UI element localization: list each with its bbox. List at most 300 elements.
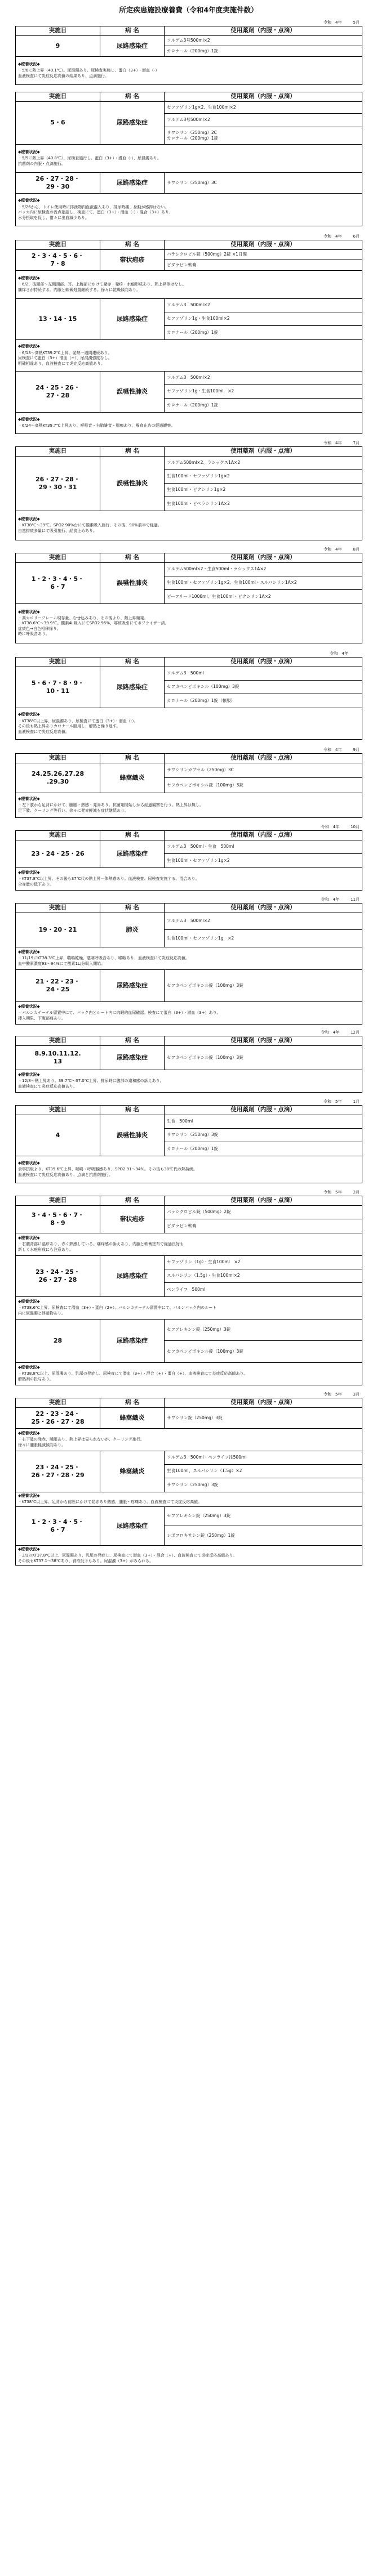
notes-label: ◆療養状況◆ (18, 1299, 40, 1304)
note-row (16, 511, 362, 540)
table-row (16, 371, 362, 412)
medication-item: セフアレキシン錠（250mg）3錠 (165, 1320, 362, 1341)
month-label: 8月 (353, 547, 360, 552)
treatment-date: 24.25.26.27.28 .29.30 (16, 763, 100, 793)
header-date: 実施日 (16, 903, 100, 913)
page-title: 所定疾患施設療養費（令和4年度実施件数） (119, 6, 258, 14)
medications-cell (165, 298, 362, 339)
note-line: その後も熱上昇ありカロナール服用し、解熱と繰り返す。 (18, 724, 121, 729)
notes-label: ◆療養状況◆ (18, 1004, 40, 1009)
year-label: 令和 4年 (330, 651, 348, 656)
medication-item: ペンライフ 500ml (167, 1286, 206, 1292)
header-disease: 病 名 (100, 753, 165, 763)
medication-item: サワシリン（250mg）3錠 (165, 1129, 362, 1142)
treatment-notes (16, 1156, 362, 1183)
medication-item: カロナール（200mg）1錠 (167, 48, 219, 53)
medication-item: 生食100ml・ピペラシリン1A×2 (167, 500, 230, 506)
record-block (15, 233, 362, 434)
medication-item: 生食100ml・セファゾリン1g×2 (167, 857, 230, 863)
note-line: 食事摂取より、KT39.6℃上昇、喘鳴・呼吸器感あり、SPO2 91〜94%。その後も38℃代の熱持続。 (18, 1167, 197, 1172)
note-line: 解熱剤の投与あり。 (18, 1376, 54, 1381)
disease-name: 誤嚥性肺炎 (100, 371, 165, 412)
table-row (16, 763, 362, 793)
treatment-notes (16, 1001, 362, 1024)
record-block (15, 1098, 362, 1183)
year-label: 令和 4年 (323, 234, 342, 239)
disease-name: 帯状疱疹 (100, 1205, 165, 1233)
header-disease: 病 名 (100, 830, 165, 840)
header-medications: 使用薬剤（内服・点滴） (165, 553, 362, 562)
table-row (16, 562, 362, 603)
treatment-notes (16, 1428, 362, 1451)
header-disease: 病 名 (100, 92, 165, 101)
note-line: ・右腰背部に湿疹あり、赤く熱感している。痛痒感の訴えあり、内服と軟膏塗布で経過良好も (18, 1242, 184, 1247)
year-month-label (15, 19, 362, 26)
note-line: ・6/2、後頭部〜左側頭部、耳、上腕部にかけて発赤・発疹・水疱形成あり、熱上昇等はなし。 (18, 282, 187, 287)
treatment-table (15, 553, 362, 643)
table-row (16, 101, 362, 144)
note-line: 尿検査にて蛋白（3+）潜血（+）、尿混濁強度なし。 (18, 356, 112, 361)
note-row (16, 1362, 362, 1385)
month-label: 7月 (353, 440, 360, 445)
medications-cell (165, 1319, 362, 1362)
table-row (16, 1255, 362, 1296)
note-line: 明確相違あり、血液検査にて炎症反応高値あり。 (18, 361, 105, 366)
note-line: ・12/8〜熱上昇あり。39.7℃〜37.0℃上昇。排尿時に腹部の違和感の訴えあり。 (18, 1079, 164, 1084)
note-line: バッカ内に尿検査の汚点確認し、検査にて、蛋白（3+）・潜血（-）・混合（3+）あり、 (18, 210, 174, 215)
table-header-row (16, 1036, 362, 1045)
table-header-row (16, 92, 362, 101)
header-medications: 使用薬剤（内服・点滴） (165, 830, 362, 840)
table-header-row (16, 753, 362, 763)
record-block (15, 85, 362, 226)
year-month-label (15, 85, 362, 92)
disease-name: 尿路感染症 (100, 667, 165, 708)
disease-name: 蜂窩織炎 (100, 763, 165, 793)
header-disease: 病 名 (100, 657, 165, 667)
table-header-row (16, 26, 362, 35)
header-medications: 使用薬剤（内服・点滴） (165, 753, 362, 763)
year-month-label (15, 233, 362, 240)
note-line: ・KT38℃〜39℃。SPO2 90%台にて酸素吸入施行、その後、90%前半で経過。 (18, 523, 162, 528)
note-row (16, 793, 362, 817)
header-disease: 病 名 (100, 26, 165, 35)
table-row (16, 667, 362, 708)
note-line: その後もKT37.1〜38℃あり、食欲低下もあり。尿混濁（3+）がみられる。 (18, 1558, 153, 1563)
record-block (15, 1029, 362, 1093)
record-block (15, 1189, 362, 1385)
treatment-notes (16, 511, 362, 540)
disease-name: 蜂窩織炎 (100, 1407, 165, 1428)
notes-label: ◆療養状況◆ (18, 344, 40, 349)
medication-item: カロナール（200mg）1錠 (167, 329, 219, 335)
notes-label: ◆療養状況◆ (18, 1546, 40, 1551)
note-row (16, 412, 362, 433)
header-date: 実施日 (16, 657, 100, 667)
note-row (16, 193, 362, 226)
header-medications: 使用薬剤（内服・点滴） (165, 1196, 362, 1205)
note-row (16, 270, 362, 298)
header-date: 実施日 (16, 1196, 100, 1205)
record-block (15, 440, 362, 540)
notes-label: ◆療養状況◆ (18, 949, 40, 954)
medication-item: カロナール（200mg）1錠 (167, 402, 219, 408)
note-row (16, 708, 362, 739)
table-row (16, 969, 362, 1001)
header-disease: 病 名 (100, 1105, 165, 1115)
note-line: ・KT38℃以上昇、尿混濁あり、尿検査にて蛋白（3+）・潜血（-）。 (18, 718, 138, 723)
treatment-notes (16, 144, 362, 172)
note-line: ・バルンカテーテル留置中にて、バック内とルート内に肉眼的血尿確認。検査にて蛋白（3+）・潜血（3+）あり。 (18, 1010, 221, 1016)
treatment-notes (16, 1070, 362, 1092)
disease-name: 誤嚥性肺炎 (100, 1115, 165, 1156)
note-row (16, 1428, 362, 1451)
header-disease: 病 名 (100, 240, 165, 249)
header-date: 実施日 (16, 1398, 100, 1407)
note-line: ・KT38.6℃〜39.9℃。酸素4L吸入にてSPO2 95%、喀痰吸引にてボフライザー済。 (18, 621, 169, 626)
table-header-row (16, 1398, 362, 1407)
month-label: 1月 (353, 1099, 360, 1104)
medication-item: セフカペンピボキシル錠（100mg）3錠 (167, 782, 243, 788)
treatment-date: 3・4・5・6・7・ 8・9 (16, 1205, 100, 1233)
header-date: 実施日 (16, 92, 100, 101)
treatment-table (15, 26, 362, 85)
note-line: ・5/5に熱上昇（40.8℃）、尿検査施行し、蛋白（3+）・潜血（-）、尿混濁あり。 (18, 156, 162, 161)
medication-item: ソルデム3 500ml×2 (165, 913, 362, 930)
medication-item: ソルデム3 500ml・ペンライフ注500ml (165, 1451, 362, 1465)
note-line: ・6/13〜高熱KT39.2℃上昇、発熱一週間連続あり。 (18, 350, 112, 355)
medication-item: ソルデム3 500ml×2 (165, 372, 362, 385)
medication-item: ソルデム3号500ml×2 (165, 36, 362, 46)
note-row (16, 1296, 362, 1319)
note-line: ・5/26から、トイレ使用時に排泄物内血液混入あり、排尿時痛、身動が感得はない。 (18, 204, 169, 209)
treatment-notes (16, 708, 362, 739)
medications-cell (165, 1205, 362, 1233)
treatment-notes (16, 1296, 362, 1319)
treatment-date: 28 (16, 1319, 100, 1362)
medication-item: カロナール（200mg）1錠（頓服） (167, 697, 236, 703)
medications-cell (165, 913, 362, 947)
treatment-table (15, 1036, 362, 1093)
year-month-label (15, 824, 362, 830)
medication-item: 生食 500ml (165, 1115, 362, 1129)
medication-item: バラシクロビル錠（500mg）2錠 (165, 1206, 362, 1219)
medication-item: ソルデム500ml×2・生食500ml・ラシックス1A×2 (165, 563, 362, 576)
note-line: ・KT38℃以上昇、足背から前脛にかけて発赤あり熱感、腫脹・疼痛あり。血液検査にて炎症反応高値。 (18, 1500, 202, 1505)
header-medications: 使用薬剤（内服・点滴） (165, 903, 362, 913)
note-row (16, 1233, 362, 1255)
note-row (16, 867, 362, 890)
treatment-notes (16, 56, 362, 84)
header-date: 実施日 (16, 1105, 100, 1115)
notes-label: ◆療養状況◆ (18, 1160, 40, 1165)
disease-name: 尿路感染症 (100, 101, 165, 144)
medication-item: サワシリン錠（250mg）3錠 (167, 1415, 223, 1420)
header-medications: 使用薬剤（内服・点滴） (165, 657, 362, 667)
note-row (16, 1070, 362, 1092)
treatment-notes (16, 1233, 362, 1255)
header-medications: 使用薬剤（内服・点滴） (165, 446, 362, 456)
notes-label: ◆療養状況◆ (18, 198, 40, 203)
medications-cell (165, 840, 362, 867)
year-month-label (15, 650, 362, 657)
treatment-notes (16, 270, 362, 298)
treatment-table (15, 240, 362, 434)
medication-item: スルバシリン（1.5g）・生食100ml×2 (165, 1269, 362, 1283)
treatment-notes (16, 193, 362, 226)
medication-item: セフカペンピボキシル錠（100mg）3錠 (167, 982, 243, 988)
disease-name: 尿路感染症 (100, 1506, 165, 1545)
note-line: 徐々に腫脹軽減傾向あり。 (18, 1442, 65, 1447)
year-month-label (15, 1098, 362, 1105)
treatment-notes (16, 412, 362, 433)
treatment-date: 22・23・24・ 25・26・27・28 (16, 1407, 100, 1428)
header-date: 実施日 (16, 830, 100, 840)
medications-cell (165, 249, 362, 270)
disease-name: 尿路感染症 (100, 172, 165, 193)
year-month-label (15, 1189, 362, 1196)
table-row (16, 1205, 362, 1233)
notes-label: ◆療養状況◆ (18, 1493, 40, 1498)
notes-label: ◆療養状況◆ (18, 275, 40, 280)
treatment-table (15, 753, 362, 818)
note-line: ・KT38.8℃以上、尿混濁あり、乳尿の発症し、尿検査にて潜血（3+）・混合（+）・蛋白（+）、血液検査にて炎症反応高値あり。 (18, 1371, 248, 1376)
treatment-notes (16, 339, 362, 371)
header-disease: 病 名 (100, 553, 165, 562)
note-line: 水分摂取を促し、惜々に出血減少あり。 (18, 215, 89, 220)
treatment-date: 23・24・25・26 (16, 840, 100, 867)
note-line: 挿入期限、下腹部痛あり。 (18, 1016, 65, 1021)
year-label: 令和 4年 (321, 824, 340, 829)
notes-label: ◆療養状況◆ (18, 417, 40, 422)
year-month-label (15, 896, 362, 903)
disease-name: 尿路感染症 (100, 969, 165, 1001)
treatment-date: 23・24・25・ 26・27・28 (16, 1255, 100, 1296)
note-line: 血中酸素濃度93〜94%にて酸素1L/分吸入開始。 (18, 961, 105, 966)
treatment-table (15, 1398, 362, 1566)
table-header-row (16, 1196, 362, 1205)
disease-name: 尿路感染症 (100, 1255, 165, 1296)
treatment-date: 1・2・3・4・5・ 6・7 (16, 1506, 100, 1545)
medications-cell (165, 456, 362, 511)
medications-cell (165, 1407, 362, 1428)
header-disease: 病 名 (100, 1196, 165, 1205)
medications-cell (165, 371, 362, 412)
note-line: 全身量の低下あり。 (18, 882, 54, 887)
treatment-table (15, 657, 362, 740)
treatment-table (15, 830, 362, 891)
note-line: 時に呼吸音あり。 (18, 632, 50, 637)
table-row (16, 1115, 362, 1156)
treatment-date: 5・6 (16, 101, 100, 144)
table-header-row (16, 446, 362, 456)
note-line: 新しく水疱形成にも注意あり。 (18, 1247, 73, 1252)
header-date: 実施日 (16, 1036, 100, 1045)
treatment-date: 13・14・15 (16, 298, 100, 339)
medication-item: ビダラビン軟膏 (167, 262, 197, 267)
year-label: 令和 4年 (323, 547, 342, 552)
medication-item: ソルデム3 500ml (165, 667, 362, 681)
medication-item: セフカペンピボキシル錠（100mg）3錠 (167, 1348, 243, 1354)
table-row (16, 913, 362, 947)
treatment-date: 24・25・26・ 27・28 (16, 371, 100, 412)
note-line: ・11/19にKT38.3℃上昇、喘鳴乾燥、悪寒呼吸音あり、喉咽あり、血液検査にて炎症反応高値。 (18, 956, 189, 961)
medication-item: セフカペンピボキシル（100mg）3錠 (165, 681, 362, 694)
year-month-label (15, 546, 362, 553)
table-header-row (16, 553, 362, 562)
medication-item: ビダラビン軟膏 (167, 1223, 197, 1228)
treatment-date: 5・6・7・8・9・ 10・11 (16, 667, 100, 708)
note-row (16, 56, 362, 84)
note-line: 症痰色→自色相移採り。 (18, 626, 61, 631)
treatment-notes (16, 947, 362, 969)
year-label: 令和 4年 (323, 20, 342, 25)
note-line: 足下肢、クーリング等行い、徐々に発赤軽減も症状継続あり。 (18, 808, 128, 813)
disease-name: 誤嚥性肺炎 (100, 456, 165, 511)
note-row (16, 603, 362, 643)
medications-cell (165, 763, 362, 793)
medication-item: カロナール（200mg）1錠 (167, 1146, 219, 1151)
medication-item: レボフロキサシン錠（250mg）1錠 (167, 1532, 235, 1538)
year-label: 令和 4年 (321, 1030, 340, 1035)
treatment-date: 2・3・4・5・6・ 7・8 (16, 249, 100, 270)
header-date: 実施日 (16, 26, 100, 35)
month-label: 12月 (351, 1030, 360, 1035)
header-medications: 使用薬剤（内服・点滴） (165, 1105, 362, 1115)
treatment-notes (16, 867, 362, 890)
note-line: ・6/24〜高熱KT39.7℃上昇あり、呼吸音・右肺雑音・喘鳴あり、喉食止めの経過観察。 (18, 423, 175, 428)
records-container (15, 19, 362, 1566)
header-date: 実施日 (16, 553, 100, 562)
medications-cell (165, 1506, 362, 1545)
notes-label: ◆療養状況◆ (18, 870, 40, 875)
treatment-date: 21・22・23・ 24・25 (16, 969, 100, 1001)
month-label: 3月 (353, 1392, 360, 1397)
treatment-table (15, 903, 362, 1025)
disease-name: 誤嚥性肺炎 (100, 562, 165, 603)
table-row (16, 840, 362, 867)
treatment-date: 9 (16, 35, 100, 56)
medication-item: セファゾリン（1g）・生食100ml ×2 (165, 1256, 362, 1269)
month-label: 11月 (351, 897, 360, 902)
medications-cell (165, 1115, 362, 1156)
note-line: ・5/6に熱上昇（40.1℃）。尿混濁あり、尿検査実施し、蛋白（3+）・潜血（-） (18, 68, 159, 73)
medication-item: サワシリン（250mg）3錠 (167, 1482, 219, 1487)
disease-name: 肺炎 (100, 913, 165, 947)
treatment-notes (16, 1492, 362, 1506)
year-month-label (15, 440, 362, 446)
note-line: ・3/1のKT37.8℃以上、尿混濁あり、乳尿の発症し、尿検査にて潜血（3+）・混合（+）、血液検査にて炎症反応高値あり。 (18, 1553, 237, 1558)
record-block (15, 746, 362, 818)
notes-label: ◆療養状況◆ (18, 149, 40, 154)
treatment-date: 4 (16, 1115, 100, 1156)
record-block (15, 19, 362, 85)
disease-name: 尿路感染症 (100, 35, 165, 56)
medication-item: セファゾリン1g・生食100ml×2 (165, 312, 362, 326)
medication-item: セファゾリン1g×2、生食100ml×2 (165, 102, 362, 114)
treatment-notes (16, 603, 362, 643)
header-date: 実施日 (16, 753, 100, 763)
medications-cell (165, 1045, 362, 1070)
header-disease: 病 名 (100, 1398, 165, 1407)
disease-name: 帯状疱疹 (100, 249, 165, 270)
treatment-date: 23・24・25・ 26・27・28・29 (16, 1451, 100, 1492)
note-line: 内に尿混濁と浮遊物あり。 (18, 1311, 65, 1316)
note-line: 痛痒さが持続する。内服と軟膏処置継続する。徐々に乾燥傾向あり。 (18, 287, 140, 292)
disease-name: 尿路感染症 (100, 840, 165, 867)
year-month-label (15, 1391, 362, 1398)
disease-name: 尿路感染症 (100, 298, 165, 339)
treatment-date: 1・2・3・4・5・ 6・7 (16, 562, 100, 603)
medication-item: ソルデム500ml×2、ラシックス1A×2 (165, 457, 362, 470)
note-line: ・左下肢から足背にかけて、腫脹・熱感・発赤あり。抗菌剤開始しから経過観察を行う。熱上昇は無し。 (18, 803, 203, 808)
medication-item: ビーフリード1000ml、生食100ml・ビクシリン1A×2 (167, 593, 271, 599)
header-disease: 病 名 (100, 446, 165, 456)
medication-item: セファゾリン1g・生食100ml ×2 (165, 385, 362, 399)
note-line: 血液検査にて炎症反応高値あり、点滴と抗菌剤施行。 (18, 1172, 113, 1177)
header-medications: 使用薬剤（内服・点滴） (165, 1036, 362, 1045)
medication-item: ソルデム3 500ml×2 (165, 299, 362, 312)
table-row (16, 35, 362, 56)
notes-label: ◆療養状況◆ (18, 712, 40, 717)
medications-cell (165, 101, 362, 144)
medication-item: セフカペンピボキシル錠（100mg）3錠 (167, 1054, 243, 1060)
treatment-table (15, 1196, 362, 1385)
table-row (16, 456, 362, 511)
medication-item: ソルデム3 500ml・生食 500ml (165, 840, 362, 854)
note-row (16, 1545, 362, 1565)
medications-cell (165, 1451, 362, 1492)
medication-item: 生食100ml、スルバシリン（1.5g）×2 (165, 1465, 362, 1478)
disease-name: 蜂窩織炎 (100, 1451, 165, 1492)
note-row (16, 339, 362, 371)
record-block (15, 1391, 362, 1566)
note-row (16, 144, 362, 172)
table-header-row (16, 903, 362, 913)
table-row (16, 249, 362, 270)
month-label: 2月 (353, 1189, 360, 1195)
year-label: 令和 4年 (321, 897, 340, 902)
note-line: 自然排痰多量にて吸引施行、経食止めあり。 (18, 528, 97, 533)
header-disease: 病 名 (100, 903, 165, 913)
table-row (16, 172, 362, 193)
month-label: 10月 (351, 824, 360, 829)
record-block (15, 824, 362, 891)
record-block (15, 896, 362, 1025)
note-line: 血液検査にて炎症反応高値。 (18, 729, 69, 734)
note-line: ・高カロリーフレーム現存量、むせ込みあり、その後より、熱上昇頻発。 (18, 615, 148, 620)
medication-item: セフアレキシン錠（250mg）3錠 (165, 1507, 362, 1526)
header-date: 実施日 (16, 446, 100, 456)
note-row (16, 1156, 362, 1183)
header-medications: 使用薬剤（内服・点滴） (165, 92, 362, 101)
table-header-row (16, 657, 362, 667)
medication-item: 生食100ml・セファゾリン1g×2 (165, 470, 362, 484)
note-row (16, 1001, 362, 1024)
month-label: 6月 (353, 234, 360, 239)
medications-cell (165, 172, 362, 193)
table-row (16, 1407, 362, 1428)
table-header-row (16, 830, 362, 840)
year-label: 令和 5年 (323, 1189, 342, 1195)
medication-item: サワシリンカプセル（250mg）3C (165, 763, 362, 778)
table-row (16, 1451, 362, 1492)
note-line: ・KT37.8℃以上昇、その後も37℃代の熱上昇一体熱感あり。血液検査、尿検査実施する。混合あり。 (18, 876, 199, 882)
notes-label: ◆療養状況◆ (18, 609, 40, 614)
notes-label: ◆療養状況◆ (18, 516, 40, 521)
medications-cell (165, 1255, 362, 1296)
record-block (15, 546, 362, 643)
